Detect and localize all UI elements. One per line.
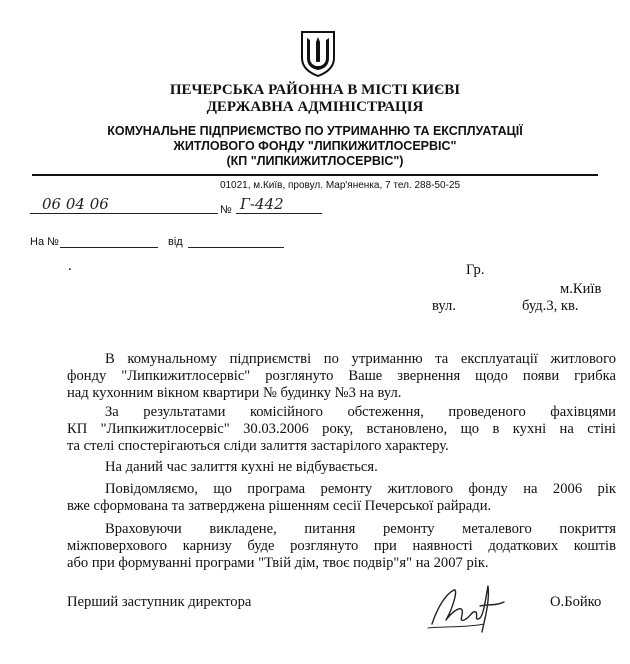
paragraph-2-line-1: За результатами комісійного обстеження, проведеного фахівцями [105, 404, 616, 420]
paragraph-1-line-3: над кухонним вікном квартири № будинку №3 на вул. [67, 385, 402, 401]
recipient-name: Гр. [466, 262, 485, 278]
authority-name-line1: ПЕЧЕРСЬКА РАЙОННА В МІСТІ КИЄВІ [169, 82, 461, 98]
dot-mark: . [68, 258, 72, 274]
paragraph-1-line-1: В комунальному підприємстві по утриманню та експлуатації житлового [105, 351, 616, 367]
outgoing-date-field [30, 195, 218, 214]
paragraph-2-line-2: КП "Липкижитлосервіс" 30.03.2006 року, встановлено, що в кухні на стіні [67, 421, 616, 437]
paragraph-5-line-1: Враховуючи викладене, питання ремонту металевого покриття [105, 521, 616, 537]
reference-date-blank [188, 233, 284, 248]
signer-position: Перший заступник директора [67, 594, 252, 610]
paragraph-2-line-3: та стелі спостерігаються сліди залиття застарілого характеру. [67, 438, 449, 454]
reference-date-label: від [168, 236, 183, 248]
number-label: № [220, 204, 232, 216]
paragraph-5-line-2: міжповерхового карнизу буде розглянуто при наявності додаткових коштів [67, 538, 616, 554]
outgoing-number-field [236, 195, 322, 214]
reference-number-label: На № [30, 236, 59, 248]
paragraph-4-line-1: Повідомляємо, що програма ремонту житлового фонду на 2006 рік [105, 481, 616, 497]
paragraph-1-line-2: фонду "Липкижитлосервіс" розглянуто Ваше звернення щодо появи грибка [67, 368, 616, 384]
paragraph-4-line-2: вже сформована та затверджена рішенням сесії Печерської райради. [67, 498, 492, 514]
recipient-street: вул. [432, 298, 456, 314]
recipient-building: буд.3, кв. [522, 298, 579, 314]
header-rule [32, 174, 598, 176]
tryzub-emblem-icon [298, 28, 338, 78]
paragraph-5-line-3: або при формуванні програми "Твій дім, твоє подвір"я" на 2007 рік. [67, 555, 489, 571]
recipient-city: м.Київ [560, 281, 602, 297]
signer-name: О.Бойко [550, 594, 602, 610]
outgoing-number: Г-442 [240, 195, 284, 213]
authority-name-line2: ДЕРЖАВНА АДМІНІСТРАЦІЯ [206, 99, 424, 115]
reference-number-blank [60, 233, 158, 248]
org-name-line1: КОМУНАЛЬНЕ ПІДПРИЄМСТВО ПО УТРИМАННЮ ТА ЕКСПЛУАТАЦІЇ [107, 124, 523, 138]
org-name-line3: (КП "ЛИПКИЖИТЛОСЕРВІС") [226, 154, 404, 168]
outgoing-date: 06 04 06 [42, 195, 109, 213]
handwritten-signature-icon [424, 576, 512, 636]
org-address: 01021, м.Київ, провул. Мар'яненка, 7 тел. 288-50-25 [219, 180, 461, 191]
paragraph-3: На даний час залиття кухні не відбувається. [105, 459, 378, 475]
org-name-line2: ЖИТЛОВОГО ФОНДУ "ЛИПКИЖИТЛОСЕРВІС" [173, 139, 457, 153]
